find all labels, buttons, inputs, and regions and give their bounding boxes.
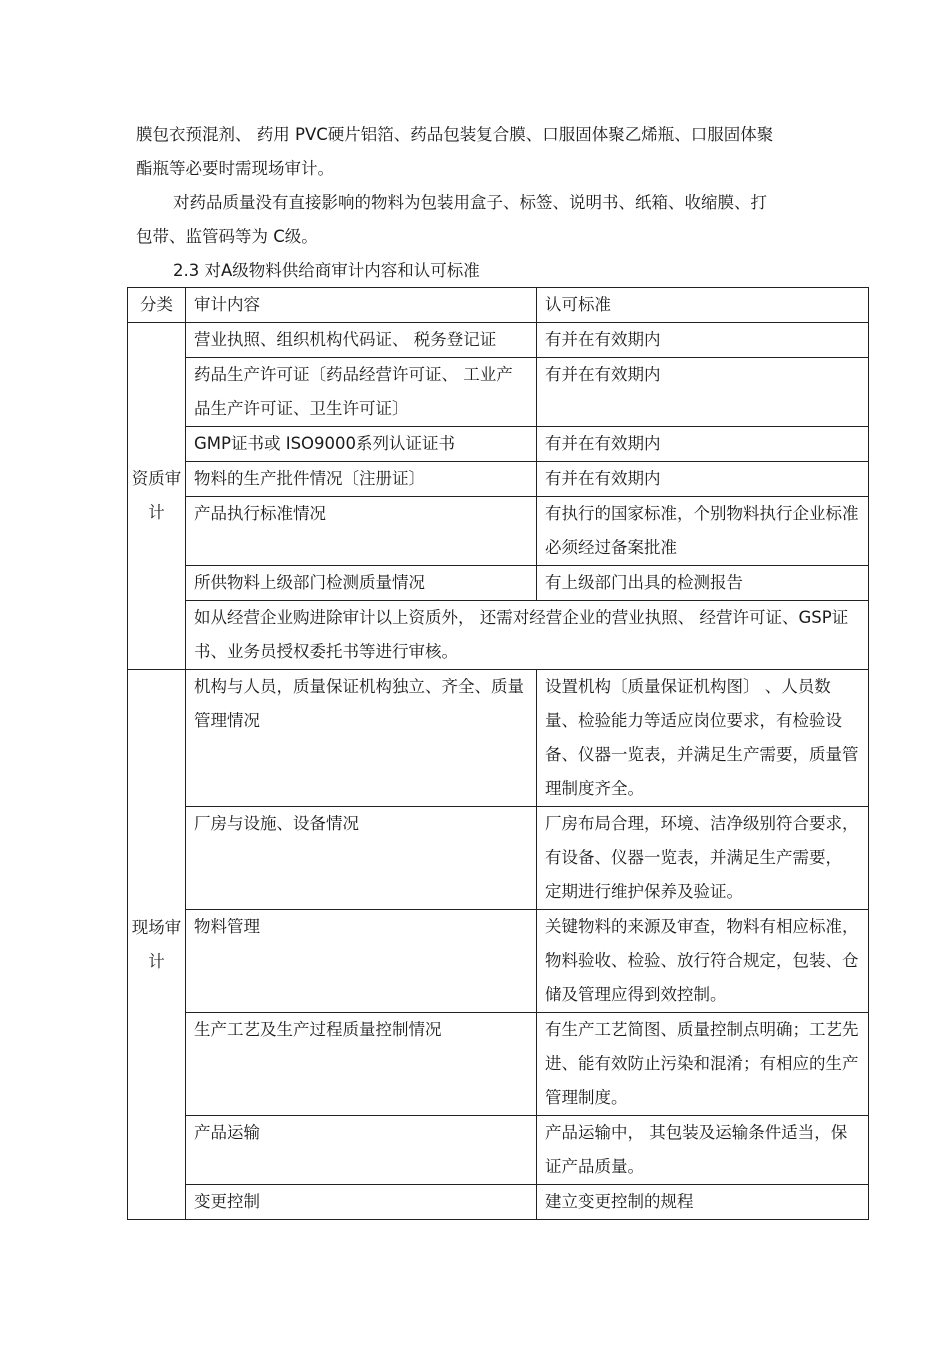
paragraph-1-line-2: 酯瓶等必要时需现场审计。	[136, 159, 334, 178]
category-qualification: 资质审计	[128, 323, 186, 670]
table-row	[128, 427, 869, 462]
audit-content: 物料管理	[186, 910, 537, 1013]
approval-standard: 有并在有效期内	[537, 427, 869, 462]
audit-content: 产品执行标准情况	[186, 497, 537, 566]
table-row	[128, 1013, 869, 1116]
table-row	[128, 566, 869, 601]
table-row	[128, 497, 869, 566]
section-heading: 2.3 对A级物料供给商审计内容和认可标准	[173, 261, 480, 280]
audit-content: 生产工艺及生产过程质量控制情况	[186, 1013, 537, 1116]
approval-standard: 有执行的国家标准，个别物料执行企业标准必须经过备案批准	[537, 497, 869, 566]
table-row	[128, 910, 869, 1013]
paragraph-2-line-2: 包带、监管码等为 C级。	[136, 227, 318, 246]
table-header-row	[128, 288, 869, 323]
table-row	[128, 670, 869, 807]
paragraph-1-line-1: 膜包衣预混剂、 药用 PVC硬片铝箔、药品包装复合膜、口服固体聚乙烯瓶、口服固体聚	[136, 125, 774, 144]
approval-standard: 设置机构〔质量保证机构图〕 、人员数量、检验能力等适应岗位要求，有检验设备、仪器一览表，并满足生产需要，质量管理制度齐全。	[537, 670, 869, 807]
table-row	[128, 1116, 869, 1185]
header-category: 分类	[128, 288, 186, 323]
table-row	[128, 323, 869, 358]
audit-content: GMP证书或 ISO9000系列认证证书	[186, 427, 537, 462]
audit-content: 所供物料上级部门检测质量情况	[186, 566, 537, 601]
audit-content: 变更控制	[186, 1185, 537, 1220]
audit-content: 产品运输	[186, 1116, 537, 1185]
audit-criteria-table	[127, 287, 869, 1220]
table-row	[128, 807, 869, 910]
approval-standard: 有并在有效期内	[537, 358, 869, 427]
approval-standard: 建立变更控制的规程	[537, 1185, 869, 1220]
audit-content: 机构与人员，质量保证机构独立、齐全、质量管理情况	[186, 670, 537, 807]
table-row	[128, 1185, 869, 1220]
header-standard: 认可标准	[537, 288, 869, 323]
approval-standard: 有并在有效期内	[537, 462, 869, 497]
audit-content: 厂房与设施、设备情况	[186, 807, 537, 910]
approval-standard: 关键物料的来源及审查，物料有相应标准，物料验收、检验、放行符合规定，包装、仓储及管理应得到效控制。	[537, 910, 869, 1013]
approval-standard: 有并在有效期内	[537, 323, 869, 358]
category-onsite: 现场审计	[128, 670, 186, 1220]
approval-standard: 有生产工艺简图、质量控制点明确；工艺先进、能有效防止污染和混淆；有相应的生产管理制度。	[537, 1013, 869, 1116]
approval-standard: 产品运输中， 其包装及运输条件适当，保证产品质量。	[537, 1116, 869, 1185]
audit-content: 物料的生产批件情况〔注册证〕	[186, 462, 537, 497]
paragraph-2-line-1: 对药品质量没有直接影响的物料为包装用盒子、标签、说明书、纸箱、收缩膜、打	[173, 193, 767, 212]
table-row	[128, 358, 869, 427]
audit-content: 营业执照、组织机构代码证、 税务登记证	[186, 323, 537, 358]
approval-standard: 有上级部门出具的检测报告	[537, 566, 869, 601]
table-row	[128, 462, 869, 497]
table-row	[128, 601, 869, 670]
audit-content: 药品生产许可证〔药品经营许可证、 工业产品生产许可证、卫生许可证〕	[186, 358, 537, 427]
header-content: 审计内容	[186, 288, 537, 323]
qualification-note: 如从经营企业购进除审计以上资质外， 还需对经营企业的营业执照、 经营许可证、GSP证书、业务员授权委托书等进行审核。	[186, 601, 869, 670]
approval-standard: 厂房布局合理，环境、洁净级别符合要求，有设备、仪器一览表，并满足生产需要， 定期进行维护保养及验证。	[537, 807, 869, 910]
